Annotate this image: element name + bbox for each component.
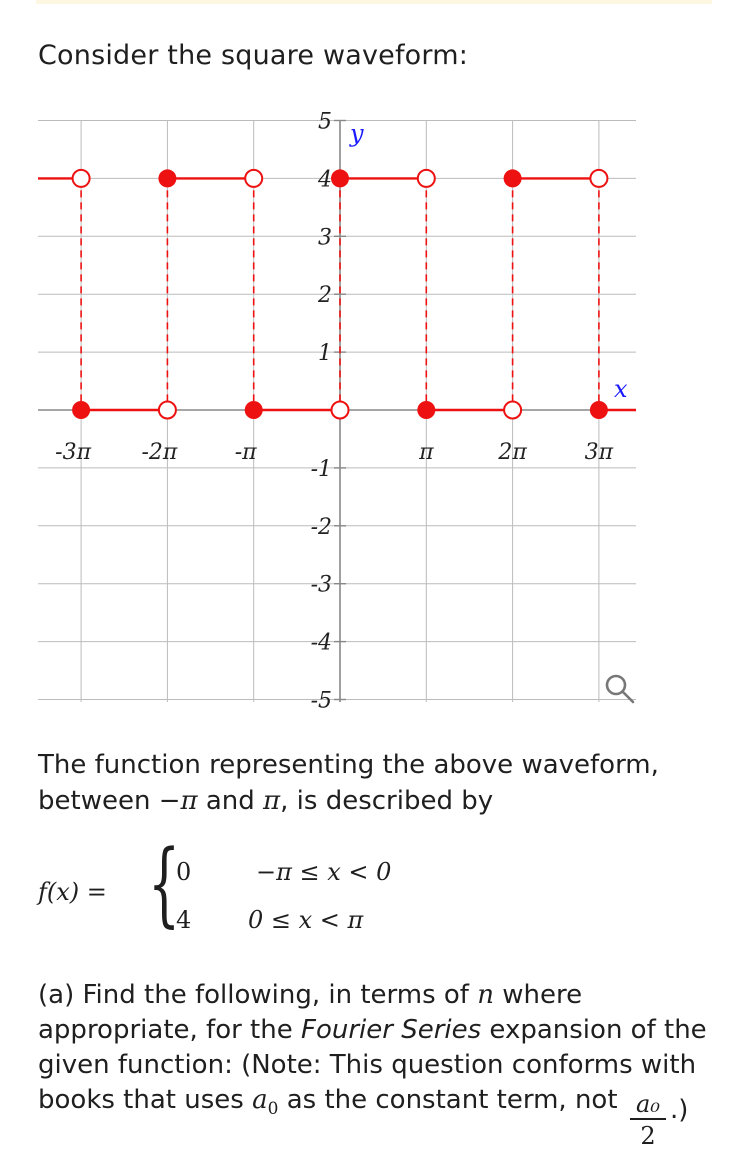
case1-condition: −π ≤ x < 0 (256, 858, 392, 886)
case2-value: 4 (176, 906, 192, 934)
question-line3: given function: (Note: This question conforms with (38, 1050, 697, 1080)
cases-brace: { (148, 830, 181, 937)
filled-endpoint (504, 169, 522, 187)
question-line1: (a) Find the following, in terms of (38, 980, 469, 1010)
description-pi: π (263, 786, 281, 816)
filled-endpoint (590, 401, 608, 419)
y-tick-label: 1 (318, 341, 332, 367)
description-tail: , is described by (280, 786, 494, 816)
y-axis-label: y (350, 119, 364, 148)
description-and: and (205, 786, 255, 816)
x-tick-label: -3π (55, 440, 92, 465)
open-endpoint (73, 170, 90, 187)
y-tick-label: 4 (318, 167, 332, 193)
question-line4b: as the constant term, not (286, 1085, 618, 1115)
description-line-1: The function representing the above waveform, (38, 750, 659, 780)
question-a0: $a_0$ (252, 1085, 279, 1120)
x-tick-label: 3π (584, 440, 614, 465)
open-endpoint (590, 170, 607, 187)
filled-endpoint (158, 169, 176, 187)
a0-over-2-fraction (628, 1090, 668, 1152)
open-endpoint (504, 402, 521, 419)
question-paragraph (38, 978, 718, 1127)
filled-endpoint (417, 401, 435, 419)
question-n: n (477, 980, 494, 1010)
y-tick-label: -1 (310, 456, 332, 482)
function-lhs: f(x) = (38, 878, 107, 906)
question-line2b: expansion of the (489, 1015, 707, 1045)
magnifier-icon[interactable] (603, 672, 637, 706)
intro-text: Consider the square waveform: (38, 40, 469, 71)
filled-endpoint (72, 401, 90, 419)
question-where: where (502, 980, 583, 1010)
question-fourier: Fourier Series (300, 1015, 482, 1045)
filled-endpoint (245, 401, 263, 419)
y-tick-label: -3 (310, 572, 332, 598)
question-line4a: books that uses (38, 1085, 244, 1115)
case1-value: 0 (176, 858, 192, 886)
open-endpoint (159, 402, 176, 419)
x-tick-label: -2π (141, 440, 178, 465)
x-tick-label: π (419, 440, 434, 465)
description-between: between (38, 786, 151, 816)
case2-condition: 0 ≤ x < π (248, 906, 364, 934)
fraction-denominator: 2 (640, 1122, 656, 1150)
x-tick-label: 2π (498, 440, 527, 465)
open-endpoint (245, 170, 262, 187)
filled-endpoint (331, 169, 349, 187)
x-axis-label: x (614, 375, 628, 403)
fraction-numerator: a₀ (636, 1090, 660, 1118)
x-tick-label: -π (234, 440, 257, 465)
question-line2a: appropriate, for the (38, 1015, 293, 1045)
y-tick-label: 3 (318, 225, 332, 251)
y-tick-label: -5 (310, 688, 332, 714)
description-neg-pi: −π (158, 786, 198, 816)
description-paragraph (38, 747, 698, 819)
y-tick-label: -4 (310, 630, 332, 656)
open-endpoint (332, 402, 349, 419)
y-tick-label: 2 (318, 283, 332, 309)
y-tick-label: 5 (318, 109, 332, 135)
open-endpoint (418, 170, 435, 187)
closing-paren: .) (670, 1095, 689, 1125)
y-tick-label: -2 (310, 514, 332, 540)
